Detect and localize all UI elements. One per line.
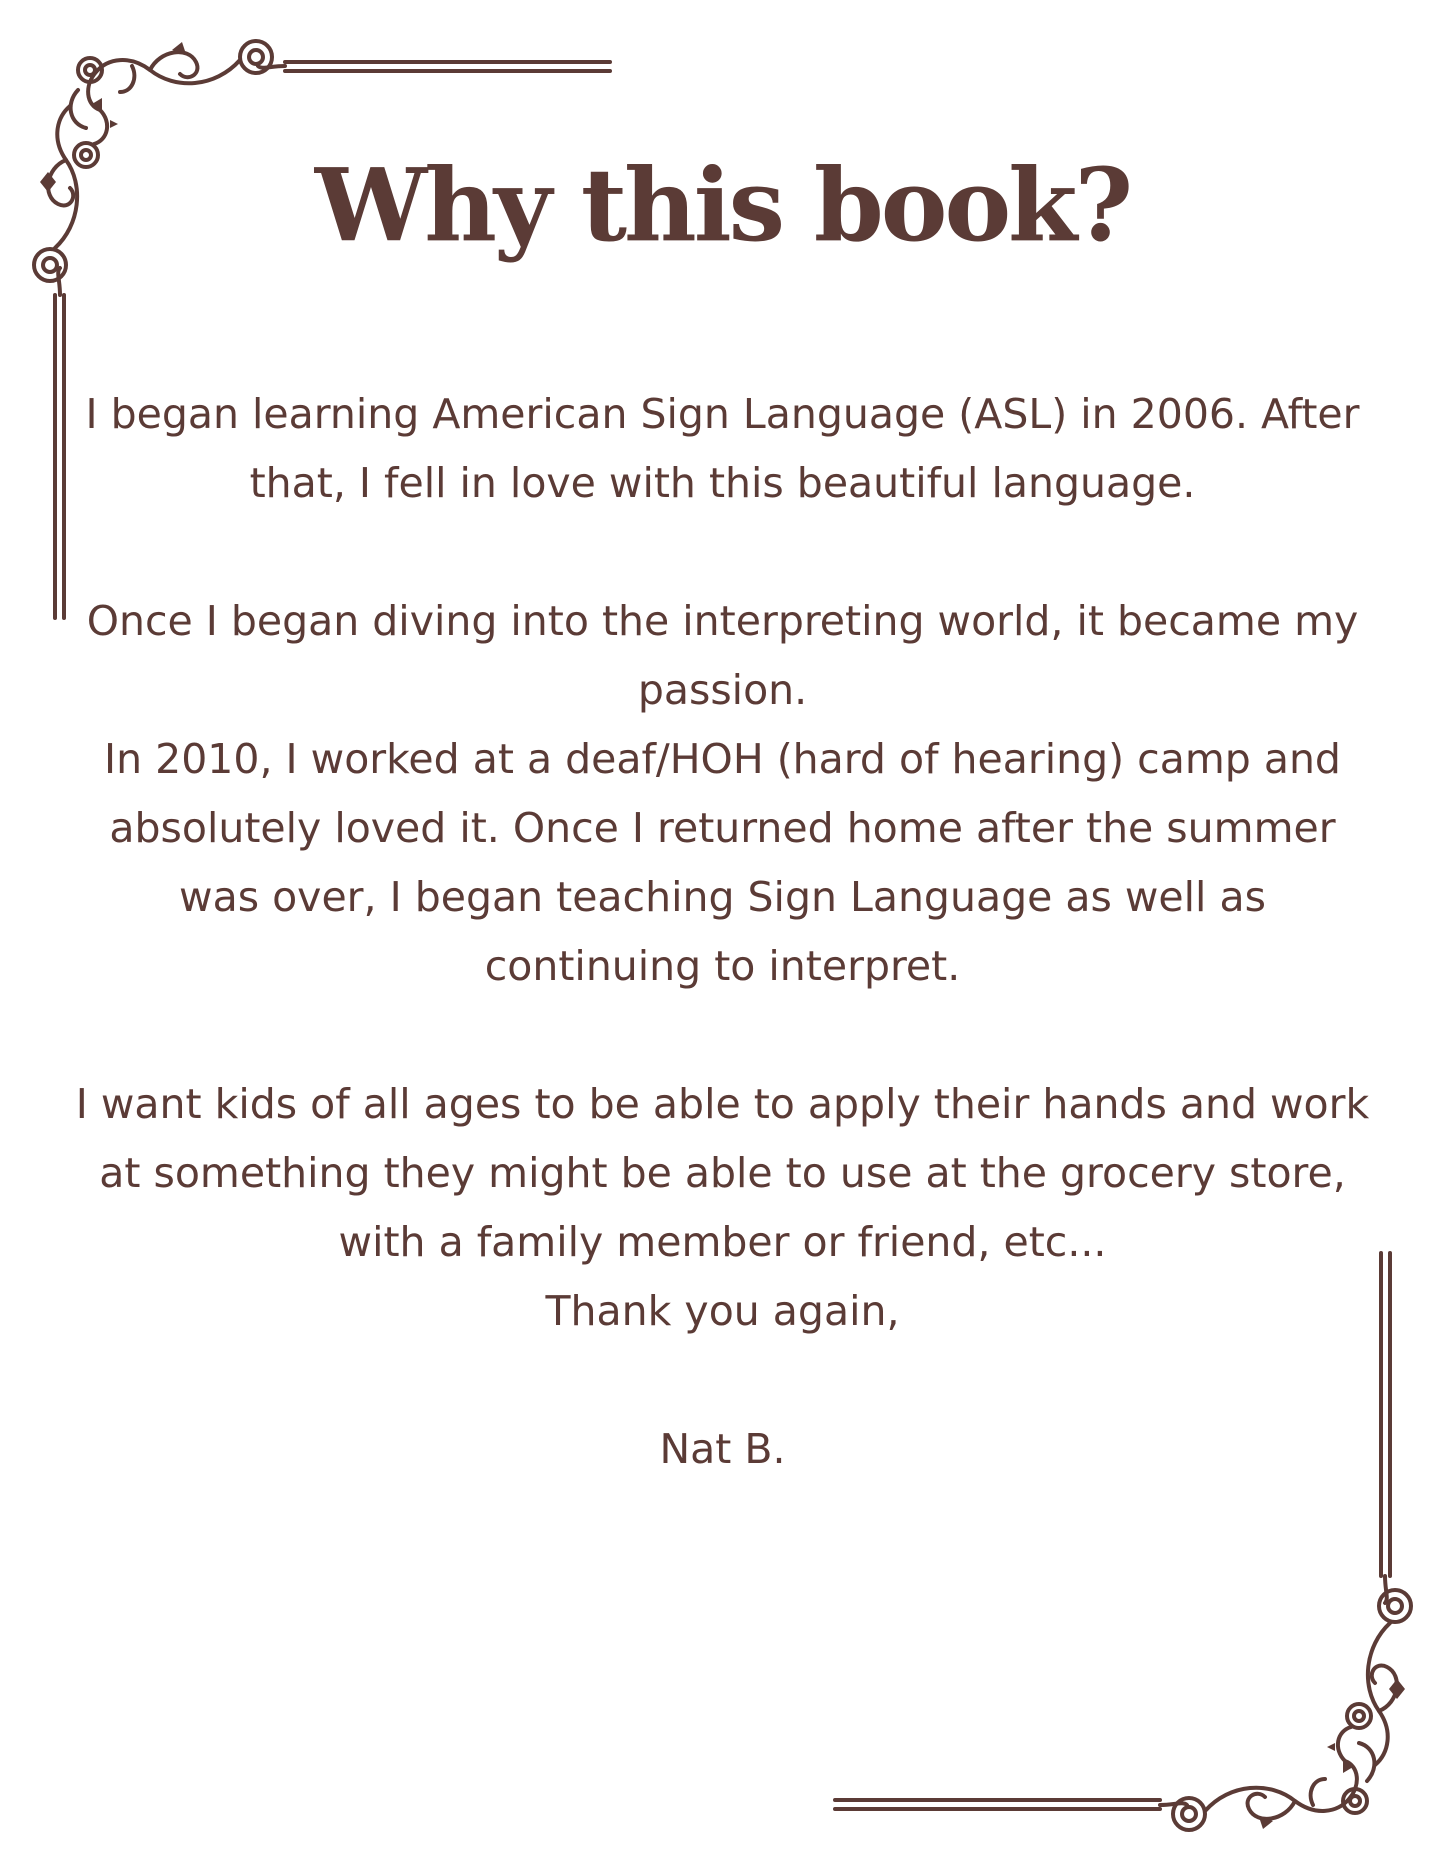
- page-title: Why this book?: [314, 146, 1131, 264]
- paragraph-asl-start: I began learning American Sign Language (ASL) in 2006. After that, I fell in love with this beautiful language.: [85, 390, 1360, 507]
- paragraph-camp: In 2010, I worked at a deaf/HOH (hard of hearing) camp and absolutely loved it. Once I returned home after the summer was over, I began teaching Sign Language as well as continuing to interpret.: [104, 735, 1341, 990]
- paragraph-gap: [70, 1001, 1375, 1070]
- signature: Nat B.: [659, 1425, 786, 1473]
- paragraph-interpreting: Once I began diving into the interpreting world, it became my passion.: [86, 597, 1359, 714]
- closing-line: Thank you again,: [545, 1287, 900, 1335]
- paragraph-kids: I want kids of all ages to be able to apply their hands and work at something they might be able to use at the grocery store, with a family member or friend, etc...: [75, 1080, 1370, 1266]
- corner-flourish-bottom-right-icon: [805, 1231, 1445, 1871]
- paragraph-gap: [70, 518, 1375, 587]
